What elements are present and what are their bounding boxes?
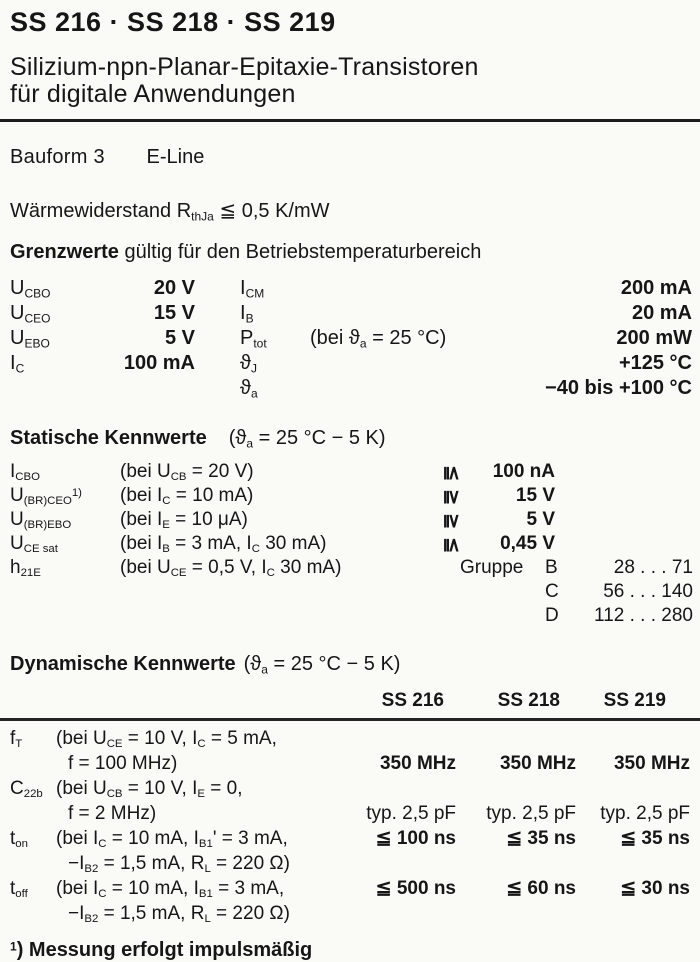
param-symbol: $U_{(BR)CEO}^{1)}$ — [10, 485, 82, 508]
param-value: 100 nA — [492, 461, 555, 482]
param-symbol: $U_{CBO}$ — [10, 277, 51, 301]
param-condition: (bei $U_{CB} = 20$ V) — [120, 461, 254, 484]
param-symbol: $U_{(BR)EBO}$ — [10, 509, 72, 532]
param-symbol: $ϑ_a$ — [240, 377, 258, 401]
value-ss218: typ. 2,5 pF — [486, 803, 576, 824]
value-ss219: typ. 2,5 pF — [600, 803, 690, 824]
param-value: 15 V — [515, 485, 555, 506]
param-symbol: $U_{CE sat}$ — [10, 533, 58, 556]
bauform-label: Bauform 3 — [10, 146, 105, 168]
param-condition — [310, 376, 510, 401]
param-condition: $-I_{B2} = 1,5$ mA, $R_L = 220$ Ω) — [68, 853, 290, 876]
type-column-headers — [10, 690, 692, 712]
statische-kennwerte-table — [10, 460, 692, 628]
grenzwert-row — [10, 351, 692, 376]
grenzwerte-heading-bold: Grenzwerte — [10, 241, 119, 263]
static-row — [10, 532, 692, 556]
param-symbol: $I_B$ — [240, 302, 254, 326]
param-condition: (bei $I_C = 10$ mA, $I_{B1} = 3$ mA, — [56, 878, 285, 901]
footnote: $^1$) Messung erfolgt impulsmäßig — [10, 939, 313, 961]
relation-symbol: ≦ — [441, 465, 463, 482]
value-ss219: ≦ 30 ns — [620, 878, 690, 899]
gruppe-name: B — [545, 557, 558, 578]
static-row — [10, 484, 692, 508]
param-value: +125 °C — [618, 352, 692, 374]
subtitle-line-1: Silizium-npn-Planar-Epitaxie-Transistoren — [10, 53, 479, 81]
param-symbol: $I_C$ — [10, 352, 25, 376]
param-symbol: $P_{tot}$ — [240, 327, 267, 351]
static-row — [10, 460, 692, 484]
top-divider-rule — [0, 119, 700, 122]
page-title: SS 216 · SS 218 · SS 219 — [10, 7, 336, 37]
grenzwerte-heading-rest: gültig für den Betriebstemperaturbereich — [118, 241, 482, 263]
value-ss218: ≦ 35 ns — [506, 828, 576, 849]
dynamische-kennwerte-table — [10, 726, 692, 926]
param-value: 200 mA — [620, 277, 692, 299]
param-symbol: $I_{CM}$ — [240, 277, 265, 301]
param-condition — [310, 276, 510, 301]
dynamic-row-ton — [10, 826, 692, 876]
bauform-line — [10, 146, 692, 168]
static-row — [10, 508, 692, 532]
gruppe-line — [10, 580, 692, 604]
value-ss218: ≦ 60 ns — [506, 878, 576, 899]
param-value: 0,45 V — [500, 533, 555, 554]
param-value: 20 V — [153, 277, 195, 299]
statische-heading-condition: ($ϑ_a = 25$ °C − 5 K) — [228, 427, 386, 451]
gruppe-name: C — [545, 581, 559, 602]
param-condition: (bei $I_B = 3$ mA, $I_C$ 30 mA) — [120, 533, 327, 556]
grenzwert-row — [10, 276, 692, 301]
param-symbol: $U_{EBO}$ — [10, 327, 50, 351]
grenzwert-row — [10, 376, 692, 401]
column-header-ss219: SS 219 — [603, 690, 666, 711]
param-condition: (bei $I_C = 10$ mA) — [120, 485, 254, 508]
dynamic-row-ft — [10, 726, 692, 776]
dynamic-row-c22b — [10, 776, 692, 826]
relation-symbol: ≦ — [441, 537, 463, 554]
value-ss216: typ. 2,5 pF — [366, 803, 456, 824]
value-ss218: 350 MHz — [499, 753, 576, 774]
dynamische-kennwerte-heading — [10, 651, 692, 677]
dynamic-row-toff — [10, 876, 692, 926]
param-symbol: $h_{21E}$ — [10, 557, 41, 580]
value-ss216: ≦ 100 ns — [375, 828, 456, 849]
dynamische-heading-condition: ($ϑ_a = 25$ °C − 5 K) — [243, 653, 401, 677]
grenzwert-row — [10, 301, 692, 326]
static-row-h21e — [10, 556, 692, 580]
param-condition: (bei $U_{CB} = 10$ V, $I_E = 0$, — [56, 778, 243, 801]
param-symbol: $C_{22b}$ — [10, 778, 43, 801]
param-value: 200 mW — [616, 327, 692, 349]
param-condition — [310, 351, 510, 376]
gruppe-range: 56 . . . 140 — [603, 581, 693, 602]
table-divider-rule — [0, 718, 700, 721]
relation-symbol: ≧ — [441, 513, 463, 530]
grenzwerte-table — [10, 276, 692, 401]
param-condition: $-I_{B2} = 1,5$ mA, $R_L = 220$ Ω) — [68, 903, 290, 926]
param-value: 20 mA — [631, 302, 692, 324]
param-symbol: $t_{off}$ — [10, 878, 28, 901]
gruppe-label: Gruppe — [460, 557, 524, 578]
param-value: −40 bis +100 °C — [545, 377, 692, 399]
subtitle-line-2: für digitale Anwendungen — [10, 80, 296, 108]
bauform-value: E-Line — [146, 146, 205, 168]
param-symbol: $f_T$ — [10, 728, 23, 751]
statische-kennwerte-heading — [10, 426, 692, 450]
grenzwerte-heading — [10, 240, 692, 264]
param-symbol — [10, 376, 105, 401]
thermal-resistance-line: Wärmewiderstand $R_{thJa}$ ≦ 0,5 K/mW — [10, 200, 330, 224]
gruppe-range: 28 . . . 71 — [613, 557, 693, 578]
param-symbol: $U_{CEO}$ — [10, 302, 51, 326]
value-ss219: ≦ 35 ns — [620, 828, 690, 849]
param-symbol: $ϑ_J$ — [240, 352, 257, 376]
gruppe-name: D — [545, 605, 559, 626]
param-value — [105, 376, 195, 401]
param-condition: (bei $I_E = 10$ μA) — [120, 509, 248, 532]
param-condition: (bei $U_{CE} = 0,5$ V, $I_C$ 30 mA) — [120, 557, 342, 580]
param-value: 5 V — [526, 509, 555, 530]
dynamische-heading-bold: Dynamische Kennwerte — [10, 653, 236, 675]
param-condition: (bei $ϑ_a = 25$ °C) — [310, 327, 447, 351]
value-ss216: 350 MHz — [379, 753, 456, 774]
param-condition: f = 100 MHz) — [68, 753, 178, 774]
param-condition: (bei $U_{CE} = 10$ V, $I_C = 5$ mA, — [56, 728, 277, 751]
param-value: 100 mA — [123, 352, 195, 374]
param-value: 5 V — [164, 327, 195, 349]
param-symbol: $I_{CBO}$ — [10, 461, 40, 484]
param-condition: f = 2 MHz) — [68, 803, 157, 824]
value-ss216: ≦ 500 ns — [375, 878, 456, 899]
page-subtitle — [10, 54, 692, 108]
value-ss219: 350 MHz — [613, 753, 690, 774]
statische-heading-bold: Statische Kennwerte — [10, 427, 207, 449]
gruppe-range: 112 . . . 280 — [594, 605, 693, 626]
gruppe-line — [10, 604, 692, 628]
column-header-ss216: SS 216 — [381, 690, 444, 711]
param-symbol: $t_{on}$ — [10, 828, 28, 851]
param-value: 15 V — [153, 302, 195, 324]
grenzwert-row — [10, 326, 692, 351]
param-condition — [310, 301, 510, 326]
relation-symbol: ≧ — [441, 489, 463, 506]
column-header-ss218: SS 218 — [497, 690, 560, 711]
param-condition: (bei $I_C = 10$ mA, $I_{B1}' = 3$ mA, — [56, 828, 288, 851]
